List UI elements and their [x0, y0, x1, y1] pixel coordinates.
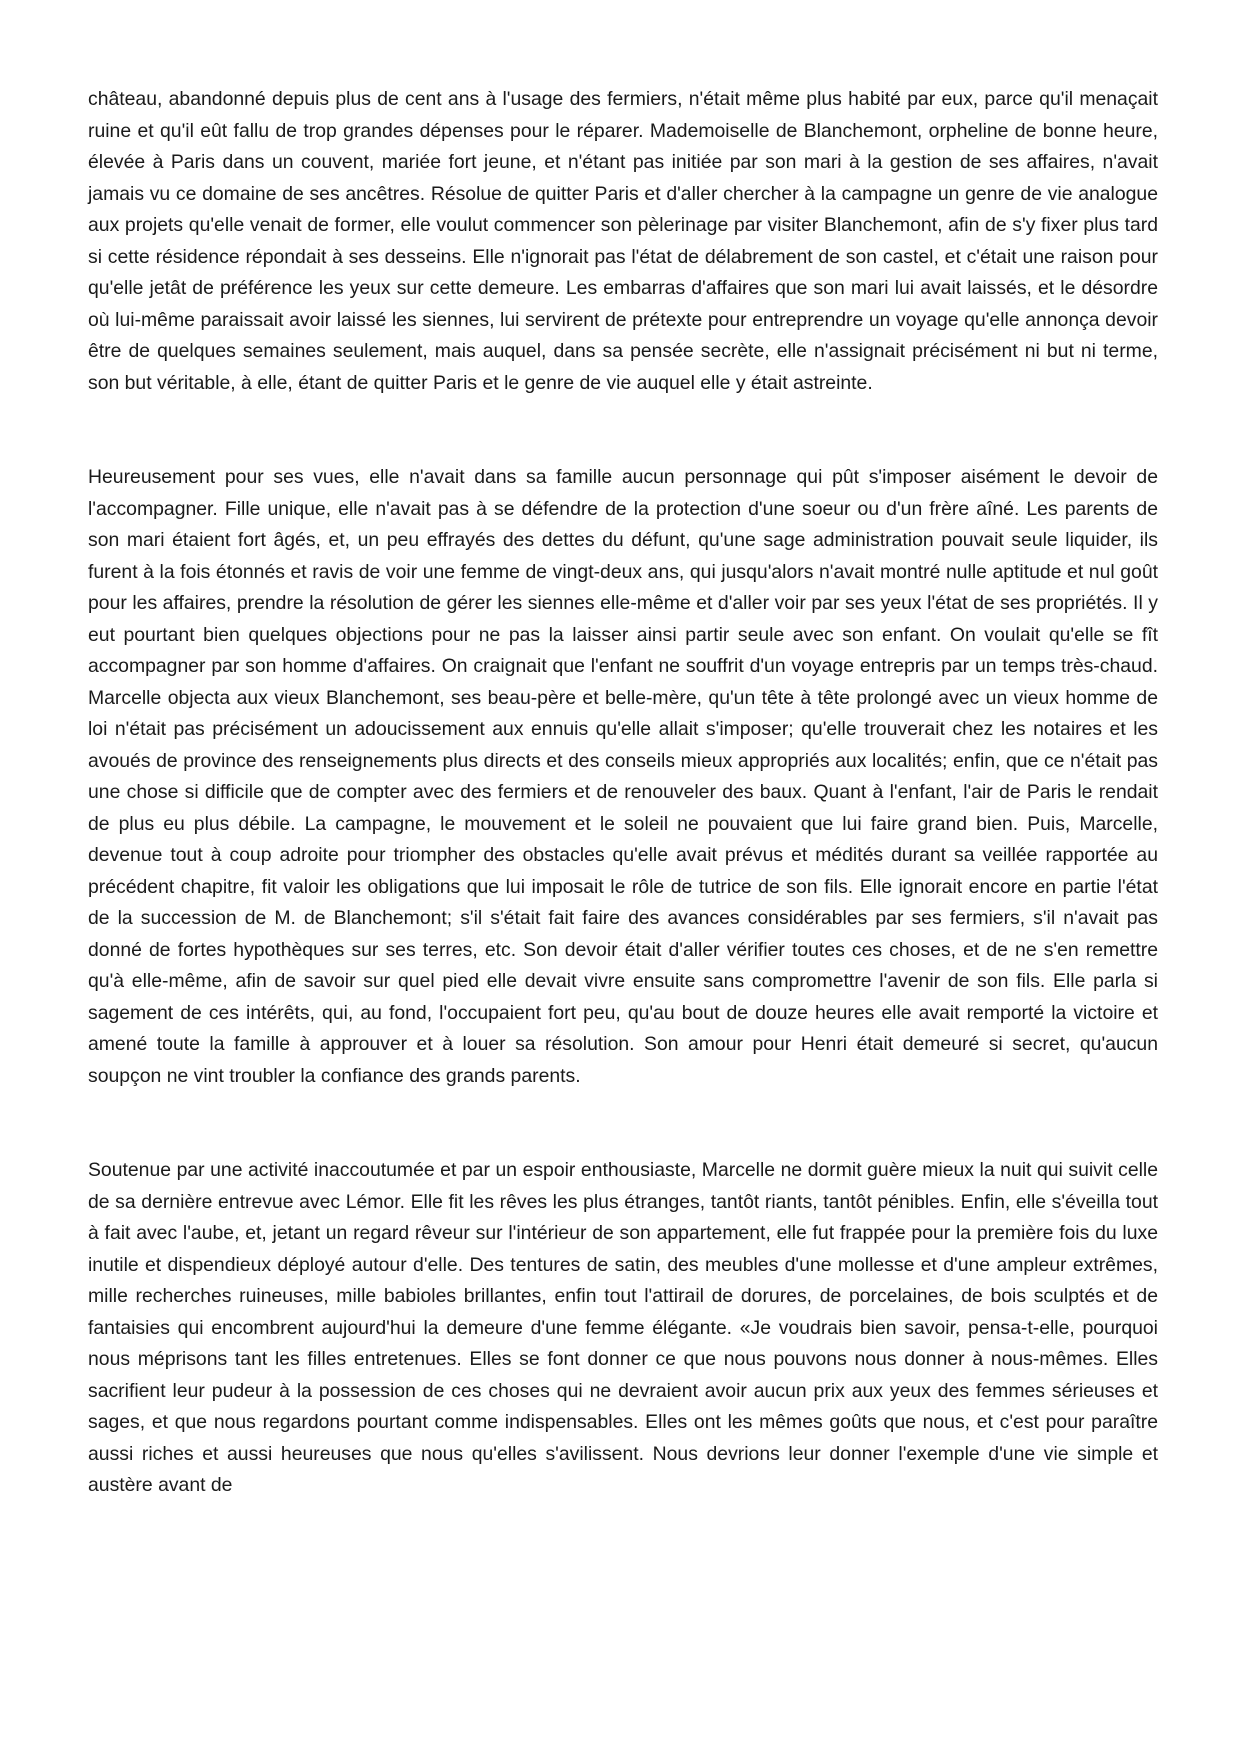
- paragraph-chateau: château, abandonné depuis plus de cent ans à l'usage des fermiers, n'était même plus habité par eux, parce qu'il menaçait ruine et qu'il eût fallu de trop grandes dépenses pour le réparer. Mademoiselle de Blanchemont, orpheline de bonne heure, élevée à Paris dans un couvent, mariée fort jeune, et n'étant pas initiée par son mari à la gestion de ses affaires, n'avait jamais vu ce domaine de ses ancêtres. Résolue de quitter Paris et d'aller chercher à la campagne un genre de vie analogue aux projets qu'elle venait de former, elle voulut commencer son pèlerinage par visiter Blanchemont, afin de s'y fixer plus tard si cette résidence répondait à ses desseins. Elle n'ignorait pas l'état de délabrement de son castel, et c'était une raison pour qu'elle jetât de préférence les yeux sur cette demeure. Les embarras d'affaires que son mari lui avait laissés, et le désordre où lui-même paraissait avoir laissé les siennes, lui servirent de prétexte pour entreprendre un voyage qu'elle annonça devoir être de quelques semaines seulement, mais auquel, dans sa pensée secrète, elle n'assignait précisément ni but ni terme, son but véritable, à elle, étant de quitter Paris et le genre de vie auquel elle y était astreinte.: [88, 88, 1158, 394]
- paragraph-heureusement: Heureusement pour ses vues, elle n'avait dans sa famille aucun personnage qui pût s'imposer aisément le devoir de l'accompagner. Fille unique, elle n'avait pas à se défendre de la protection d'une soeur ou d'un frère aîné. Les parents de son mari étaient fort âgés, et, un peu effrayés des dettes du défunt, qu'une sage administration pouvait seule liquider, ils furent à la fois étonnés et ravis de voir une femme de vingt-deux ans, qui jusqu'alors n'avait montré nulle aptitude et nul goût pour les affaires, prendre la résolution de gérer les siennes elle-même et d'aller voir par ses yeux l'état de ses propriétés. Il y eut pourtant bien quelques objections pour ne pas la laisser ainsi partir seule avec son enfant. On voulait qu'elle se fît accompagner par son homme d'affaires. On craignait que l'enfant ne souffrit d'un voyage entrepris par un temps très-chaud. Marcelle objecta aux vieux Blanchemont, ses beau-père et belle-mère, qu'un tête à tête prolongé avec un vieux homme de loi n'était pas précisément un adoucissement aux ennuis qu'elle allait s'imposer; qu'elle trouverait chez les notaires et les avoués de province des renseignements plus directs et des conseils mieux appropriés aux localités; enfin, que ce n'était pas une chose si difficile que de compter avec des fermiers et de renouveler des baux. Quant à l'enfant, l'air de Paris le rendait de plus eu plus débile. La campagne, le mouvement et le soleil ne pouvaient que lui faire grand bien. Puis, Marcelle, devenue tout à coup adroite pour triompher des obstacles qu'elle avait prévus et médités durant sa veillée rapportée au précédent chapitre, fit valoir les obligations que lui imposait le rôle de tutrice de son fils. Elle ignorait encore en partie l'état de la succession de M. de Blanchemont; s'il s'était fait faire des avances considérables par ses fermiers, s'il n'avait pas donné de fortes hypothèques sur ses terres, etc. Son devoir était d'aller vérifier toutes ces choses, et de ne s'en remettre qu'à elle-même, afin de savoir sur quel pied elle devait vivre ensuite sans compromettre l'avenir de son fils. Elle parla si sagement de ces intérêts, qui, au fond, l'occupaient fort peu, qu'au bout de douze heures elle avait remporté la victoire et amené toute la famille à approuver et à louer sa résolution. Son amour pour Henri était demeuré si secret, qu'aucun soupçon ne vint troubler la confiance des grands parents.: [88, 466, 1158, 1087]
- document-page: [88, 84, 1158, 1502]
- paragraph-soutenue: Soutenue par une activité inaccoutumée et par un espoir enthousiaste, Marcelle ne dormit guère mieux la nuit qui suivit celle de sa dernière entrevue avec Lémor. Elle fit les rêves les plus étranges, tantôt riants, tantôt pénibles. Enfin, elle s'éveilla tout à fait avec l'aube, et, jetant un regard rêveur sur l'intérieur de son appartement, elle fut frappée pour la première fois du luxe inutile et dispendieux déployé autour d'elle. Des tentures de satin, des meubles d'une mollesse et d'une ampleur extrêmes, mille recherches ruineuses, mille babioles brillantes, enfin tout l'attirail de dorures, de porcelaines, de bois sculptés et de fantaisies qui encombrent aujourd'hui la demeure d'une femme élégante. «Je voudrais bien savoir, pensa-t-elle, pourquoi nous méprisons tant les filles entretenues. Elles se font donner ce que nous pouvons nous donner à nous-mêmes. Elles sacrifient leur pudeur à la possession de ces choses qui ne devraient avoir aucun prix aux yeux des femmes sérieuses et sages, et que nous regardons pourtant comme indispensables. Elles ont les mêmes goûts que nous, et c'est pour paraître aussi riches et aussi heureuses que nous qu'elles s'avilissent. Nous devrions leur donner l'exemple d'une vie simple et austère avant de: [88, 1159, 1158, 1496]
